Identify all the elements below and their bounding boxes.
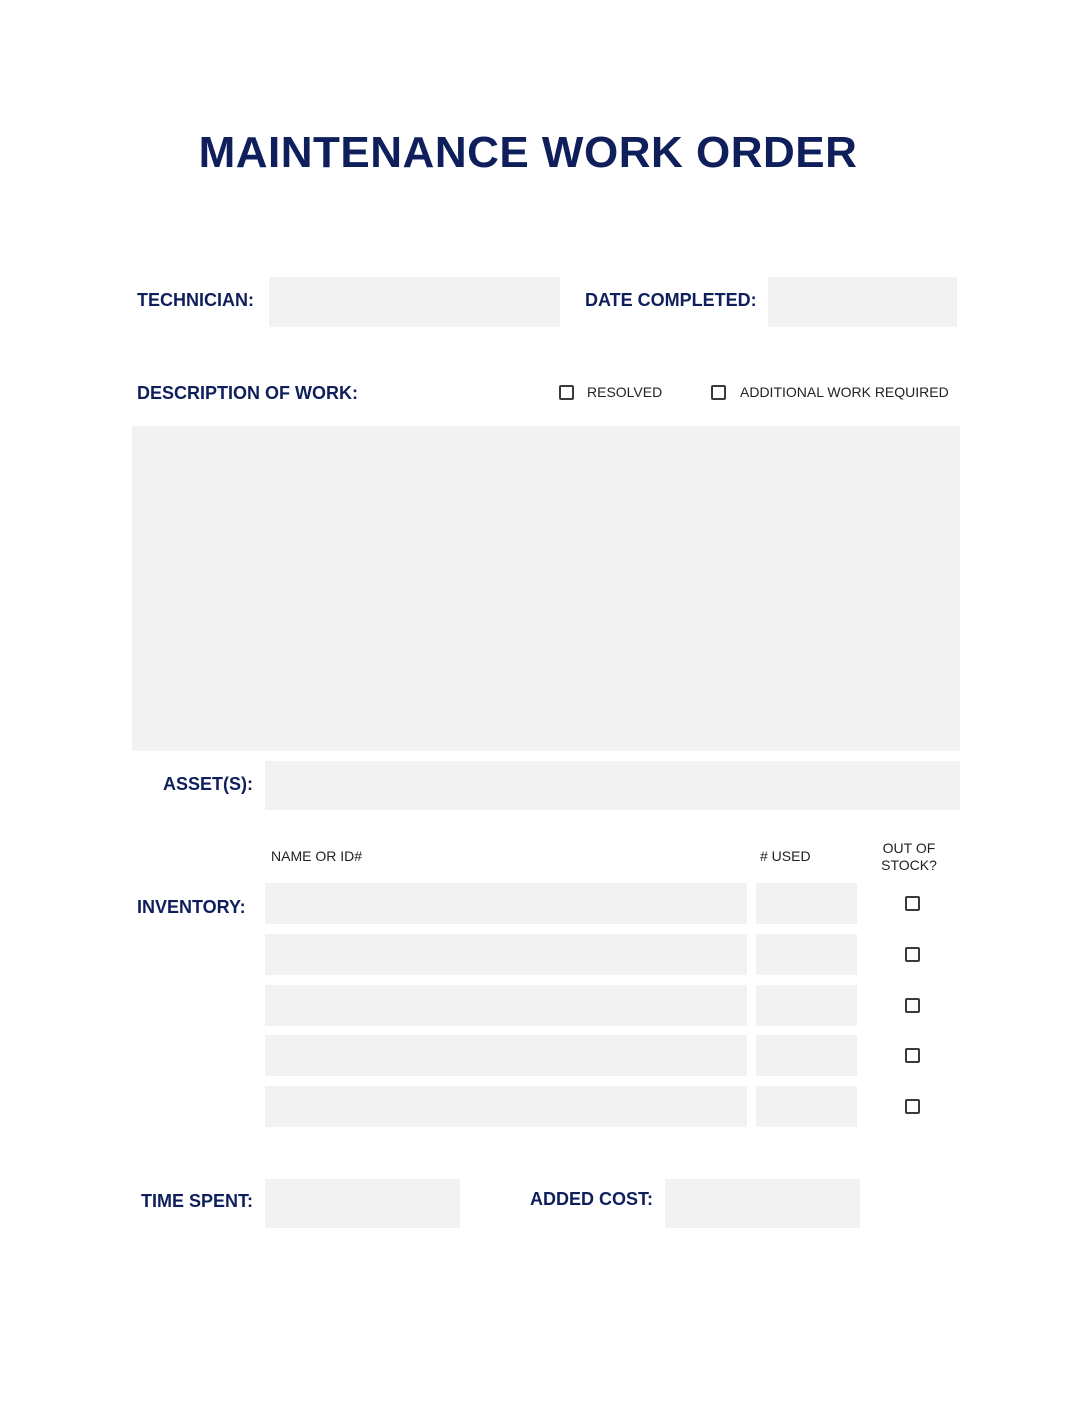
page-title: MAINTENANCE WORK ORDER (198, 128, 858, 177)
out-of-stock-checkbox[interactable] (905, 896, 920, 911)
inventory-used-field[interactable] (756, 985, 857, 1026)
time-spent-label: TIME SPENT: (140, 1191, 253, 1211)
inventory-name-field[interactable] (265, 883, 747, 924)
assets-field[interactable] (265, 761, 960, 810)
inventory-stock-header (869, 840, 949, 874)
date-completed-label: DATE COMPLETED: (585, 290, 757, 310)
technician-field[interactable] (269, 277, 560, 327)
inventory-name-field[interactable] (265, 934, 747, 975)
additional-work-checkbox[interactable] (711, 385, 726, 400)
inventory-used-field[interactable] (756, 1035, 857, 1076)
inventory-used-field[interactable] (756, 1086, 857, 1127)
stock-header-line1: OUT OF (882, 840, 936, 856)
inventory-name-field[interactable] (265, 1086, 747, 1127)
inventory-label: INVENTORY: (137, 897, 246, 917)
inventory-used-header: # USED (760, 848, 811, 864)
out-of-stock-checkbox[interactable] (905, 1048, 920, 1063)
technician-label: TECHNICIAN: (137, 290, 254, 310)
out-of-stock-checkbox[interactable] (905, 998, 920, 1013)
inventory-name-field[interactable] (265, 1035, 747, 1076)
time-spent-field[interactable] (265, 1179, 460, 1228)
inventory-name-field[interactable] (265, 985, 747, 1026)
out-of-stock-checkbox[interactable] (905, 1099, 920, 1114)
inventory-used-field[interactable] (756, 934, 857, 975)
resolved-label: RESOLVED (587, 384, 663, 400)
stock-header-line2: STOCK? (881, 857, 937, 873)
description-field[interactable] (132, 426, 960, 751)
assets-label: ASSET(S): (163, 774, 253, 794)
description-label: DESCRIPTION OF WORK: (137, 383, 358, 403)
date-completed-field[interactable] (768, 277, 957, 327)
added-cost-field[interactable] (665, 1179, 860, 1228)
resolved-checkbox[interactable] (559, 385, 574, 400)
inventory-name-header: NAME OR ID# (271, 848, 363, 864)
additional-work-label: ADDITIONAL WORK REQUIRED (740, 384, 949, 400)
added-cost-label: ADDED COST: (529, 1189, 653, 1209)
out-of-stock-checkbox[interactable] (905, 947, 920, 962)
inventory-used-field[interactable] (756, 883, 857, 924)
